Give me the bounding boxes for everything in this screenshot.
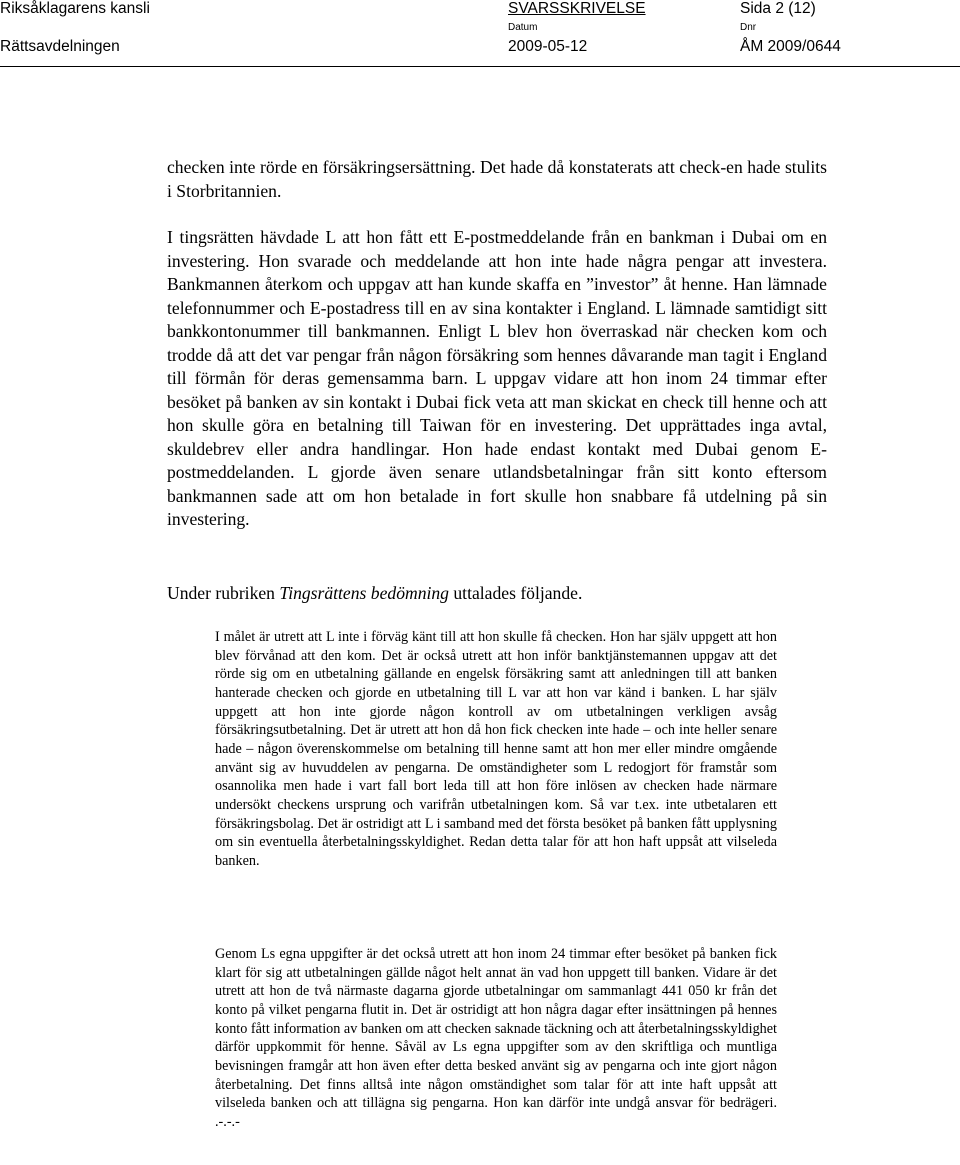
- document-type: SVARSSKRIVELSE: [508, 0, 646, 17]
- intro-sentence: [167, 582, 582, 606]
- department-name: Rättsavdelningen: [0, 38, 120, 55]
- intro-text-start: Under rubriken: [167, 583, 280, 603]
- dnr-number: ÅM 2009/0644: [740, 38, 841, 55]
- intro-text-end: uttalades följande.: [448, 583, 583, 603]
- paragraph-1: checken inte rörde en försäkringsersättning. Det hade då konstaterats att check-en hade stulits i Storbritannien.: [167, 157, 827, 201]
- date-label: Datum: [508, 22, 538, 33]
- quote-paragraph-2: Genom Ls egna uppgifter är det också utrett att hon inom 24 timmar efter besöket på banken fick klart för sig att utbetalningen gällde något helt annat än vad hon uppgett till banken. Vidare är det utrett att hon de två närmaste dagarna gjorde utbetalningar om sammanlagt 441 050 kr från det konto på vilket pengarna flutit in. Det är ostridigt att hon några dagar efter insättningen på hennes konto fått information av banken om att checken saknade täckning och att återbetalningsskyldighet därför uppkommit för henne. Såväl av Ls egna uppgifter som av den skriftliga och muntliga bevisningen framgår att hon även efter detta besked använt sig av pengarna och inte gjort någon återbetalning. Det finns alltså inte någon omständighet som talar för att inte haft uppsåt att vilseleda banken och att tillägna sig pengarna. Hon kan därför inte undgå ansvar för bedrägeri. .-.-.-: [215, 946, 777, 1130]
- page-number: Sida 2 (12): [740, 0, 816, 17]
- document-date: 2009-05-12: [508, 38, 588, 55]
- org-name: Riksåklagarens kansli: [0, 0, 150, 17]
- header-divider: [0, 66, 960, 67]
- intro-heading-italic: Tingsrättens bedömning: [279, 583, 449, 603]
- quote-paragraph-1: I målet är utrett att L inte i förväg känt till att hon skulle få checken. Hon har själv uppgett att hon blev förvånad att den kom. Det är också utrett att hon inför banktjänstemannen uppgav att det rörde sig om en utbetalning gällande en engelsk försäkring samt att anledningen till att banken hanterade checken och gjorde en utbetalning till L var att hon var känd i banken. L har själv uppgett att hon inte gjorde någon kontroll av om utbetalningen verkligen avsåg försäkringsutbetalning. Det är utrett att hon då hon fick checken inte hade – och inte heller senare hade – någon överenskommelse om betalning till henne samt att hon mer eller mindre omgående använt sig av huvuddelen av pengarna. De omständigheter som L redogjort för framstår som osannolika men hade i vart fall bort leda till att hon före inlösen av checken hade närmare undersökt checkens ursprung och varifrån utbetalningen kom. Så var t.ex. inte utbetalaren ett försäkringsbolag. Det är ostridigt att L i samband med det första besöket på banken fått upplysning om sin eventuella återbetalningsskyldighet. Redan detta talar för att hon haft uppsåt att vilseleda banken.: [215, 629, 777, 869]
- dnr-label: Dnr: [740, 22, 757, 33]
- paragraph-2: I tingsrätten hävdade L att hon fått ett E-postmeddelande från en bankman i Dubai om en investering. Hon svarade och meddelande att hon inte hade några pengar att investera. Bankmannen återkom och uppgav att han kunde skaffa en ”investor” åt henne. Han lämnade telefonnummer och E-postadress till en av sina kontakter i England. L lämnade samtidigt sitt bankkontonummer till bankmannen. Enligt L blev hon överraskad när checken kom och trodde då att det var pengar från någon försäkring som hennes dåvarande man tagit i England till förmån för deras gemensamma barn. L uppgav vidare att hon inom 24 timmar efter besöket på banken av sin kontakt i Dubai fick veta att man skickat en check till henne och att hon skulle göra en betalning till Taiwan för en investering. Det upprättades inga avtal, skuldebrev eller andra handlingar. Hon hade endast kontakt med Dubai genom E-postmeddelanden. L gjorde även senare utlandsbetalningar från sitt konto eftersom bankmannen sade att om hon betalade in fort skulle hon snabbare få utdelning på sin investering.: [167, 227, 827, 529]
